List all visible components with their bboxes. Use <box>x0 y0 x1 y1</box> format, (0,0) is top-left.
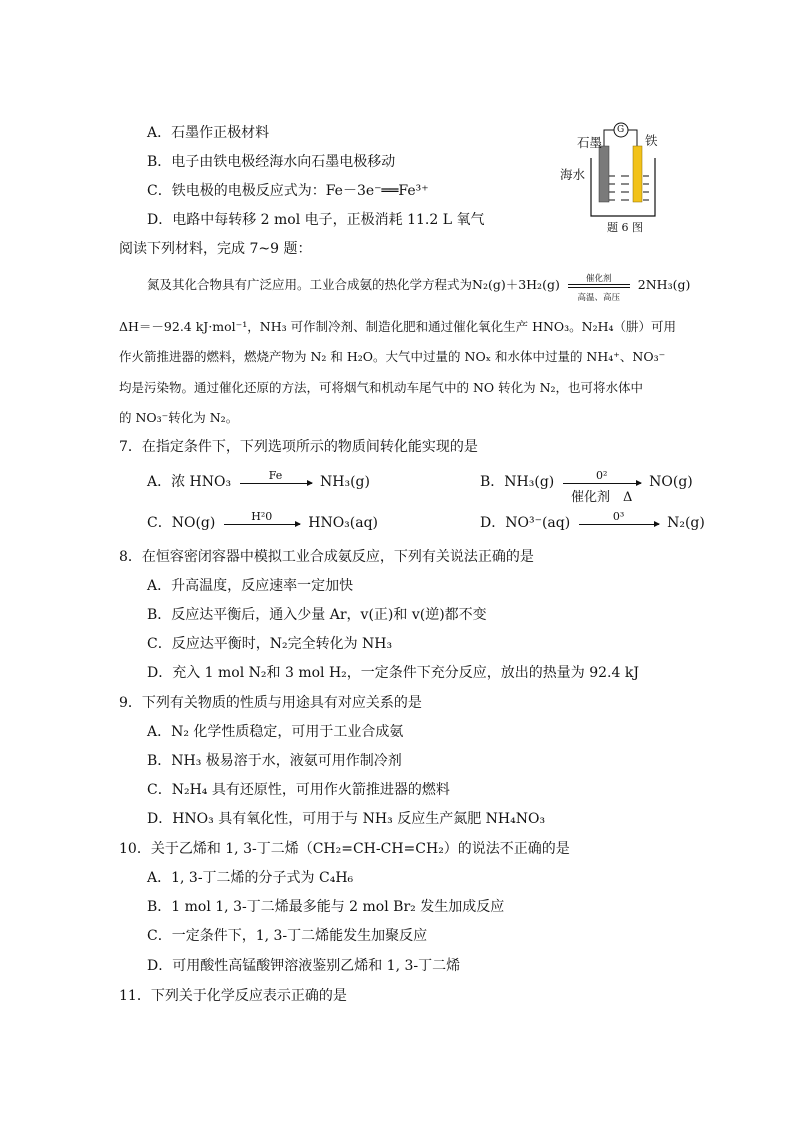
q7-b-condition: 0² <box>595 468 608 482</box>
material-line-3: 作火箭推进器的燃料，燃烧产物为 N₂ 和 H₂O。大气中过量的 NOₓ 和水体中过量的 NH₄⁺、NO₃⁻ <box>119 349 666 364</box>
q7-option-d <box>480 509 705 532</box>
q8-option-d: D．充入 1 mol N₂和 3 mol H₂，一定条件下充分反应，放出的热量为 92.4 kJ <box>147 665 639 681</box>
material-line-5: 的 NO₃⁻转化为 N₂。 <box>119 410 239 425</box>
q7-c-arrow <box>224 509 300 525</box>
q8-option-b: B．反应达平衡后，通入少量 Ar，v(正)和 v(逆)都不变 <box>147 607 487 623</box>
q7-a-arrow <box>240 468 312 484</box>
q7-c-product: HNO₃(aq) <box>308 515 379 531</box>
q9-option-b: B．NH₃ 极易溶于水，液氨可用作制冷剂 <box>147 753 402 769</box>
q7-option-b <box>480 468 693 505</box>
graphite-electrode <box>599 146 609 202</box>
q6-figure <box>557 118 667 238</box>
q6-option-b: B．电子由铁电极经海水向石墨电极移动 <box>147 154 396 170</box>
q10-option-a: A．1, 3-丁二烯的分子式为 C₄H₆ <box>147 870 354 886</box>
q7-option-a <box>147 468 370 491</box>
q6-option-c: C．铁电极的电极反应式为：Fe－3e⁻══Fe³⁺ <box>147 183 429 199</box>
q10-option-b: B．1 mol 1, 3-丁二烯最多能与 2 mol Br₂ 发生加成反应 <box>147 899 505 915</box>
galvanometer-label: G <box>617 125 625 135</box>
material-condition-bottom: 高温、高压 <box>577 292 621 303</box>
q8-option-c: C．反应达平衡时，N₂完全转化为 NH₃ <box>147 636 393 652</box>
q11-stem: 11．下列关于化学反应表示正确的是 <box>119 988 347 1004</box>
seawater-label: 海水 <box>560 167 586 182</box>
q7-b-arrow <box>563 468 641 505</box>
material-equilibrium-arrow <box>568 273 630 303</box>
graphite-label: 石墨 <box>577 135 603 150</box>
q7-a-reactant: A．浓 HNO₃ <box>147 474 232 490</box>
q8-option-a: A．升高温度，反应速率一定加快 <box>147 578 354 594</box>
q9-option-a: A．N₂ 化学性质稳定，可用于工业合成氨 <box>147 724 404 740</box>
q7-option-c <box>147 509 379 532</box>
q10-option-d: D．可用酸性高锰酸钾溶液鉴别乙烯和 1, 3-丁二烯 <box>147 958 461 974</box>
material-line-1-tail: 2NH₃(g) <box>637 277 691 292</box>
q7-d-product: N₂(g) <box>667 515 705 531</box>
q6-option-d: D．电路中每转移 2 mol 电子，正极消耗 11.2 L 氧气 <box>147 212 485 228</box>
material-line-1 <box>147 273 691 303</box>
q9-stem: 9．下列有关物质的性质与用途具有对应关系的是 <box>119 695 422 711</box>
q7-stem: 7．在指定条件下，下列选项所示的物质间转化能实现的是 <box>119 439 478 455</box>
q10-option-c: C．一定条件下，1, 3-丁二烯能发生加聚反应 <box>147 928 428 944</box>
q7-d-reactant: D．NO³⁻(aq) <box>480 515 571 531</box>
q7-a-product: NH₃(g) <box>320 474 370 490</box>
iron-electrode <box>633 146 642 202</box>
q7-c-reactant: C．NO(g) <box>147 515 216 531</box>
q9-option-d: D．HNO₃ 具有氧化性，可用于与 NH₃ 反应生产氮肥 NH₄NO₃ <box>147 811 546 827</box>
q7-b-reactant: B．NH₃(g) <box>480 474 555 490</box>
q10-stem: 10．关于乙烯和 1, 3-丁二烯（CH₂=CH-CH=CH₂）的说法不正确的是 <box>119 841 570 857</box>
material-line-1-text: 氮及其化合物具有广泛应用。工业合成氨的热化学方程式为N₂(g)＋3H₂(g) <box>147 277 560 292</box>
q7-c-condition: H²0 <box>251 509 273 523</box>
q8-stem: 8．在恒容密闭容器中模拟工业合成氨反应，下列有关说法正确的是 <box>119 549 534 565</box>
material-line-4: 均是污染物。通过催化还原的方法，可将烟气和机动车尾气中的 NO 转化为 N₂，也可将水体中 <box>119 380 644 395</box>
material-line-2: ΔH＝－92.4 kJ·mol⁻¹，NH₃ 可作制冷剂、制造化肥和通过催化氧化生产 HNO₃。N₂H₄（肼）可用 <box>119 319 677 334</box>
reading-intro: 阅读下列材料，完成 7~9 题： <box>119 241 312 257</box>
material-condition-top: 催化剂 <box>586 273 612 284</box>
q7-b-condition-2: 催化剂 Δ <box>571 489 633 505</box>
iron-label: 铁 <box>645 133 658 148</box>
q9-option-c: C．N₂H₄ 具有还原性，可用作火箭推进器的燃料 <box>147 782 450 798</box>
q7-a-condition: Fe <box>268 468 283 482</box>
q7-b-product: NO(g) <box>649 474 693 490</box>
figure-caption: 题 6 图 <box>607 221 643 234</box>
q6-option-a: A．石墨作正极材料 <box>147 125 270 141</box>
q7-d-condition: 0³ <box>612 509 625 523</box>
q7-d-arrow <box>579 509 659 525</box>
